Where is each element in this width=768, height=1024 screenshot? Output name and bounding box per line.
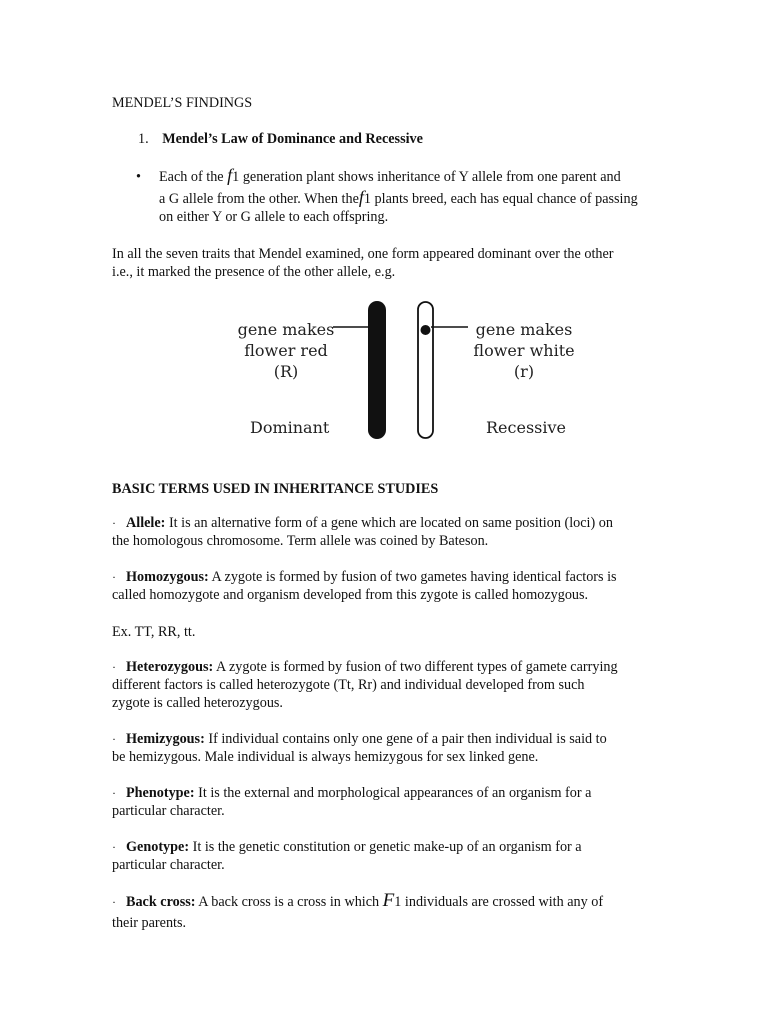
term-text: particular character. <box>112 857 225 873</box>
section-2-heading <box>112 480 438 498</box>
bullet-paragraph <box>159 166 659 226</box>
paragraph-line: In all the seven traits that Mendel examined, one form appeared dominant over the other <box>112 246 614 262</box>
example-line: Ex. TT, RR, tt. <box>112 624 196 640</box>
dominant-chromosome <box>368 301 386 439</box>
term-text: called homozygote and organism developed from this zygote is called homozygous. <box>112 587 589 603</box>
term-text: It is the genetic constitution or genetic make-up of an organism for a <box>192 839 582 855</box>
term-text: If individual contains only one gene of a pair then individual is said to <box>208 731 607 747</box>
term-label: Genotype: <box>126 839 190 855</box>
bullet-line-3: on either Y or G allele to each offspring. <box>159 209 389 225</box>
term-genotype <box>112 838 642 874</box>
subscript: 1 <box>232 169 240 185</box>
bullet-line-1 <box>159 166 659 188</box>
term-text: zygote is called heterozygous. <box>112 695 283 711</box>
term-text: their parents. <box>112 915 187 931</box>
section-heading-text: Mendel’s Law of Dominance and Recessive <box>162 131 423 147</box>
term-label: Homozygous: <box>126 569 209 585</box>
bullet-text: Each of the <box>159 169 224 185</box>
page-title: MENDEL’S FINDINGS <box>112 95 253 111</box>
term-dot: · <box>112 570 116 584</box>
term-text: the homologous chromosome. Term allele was coined by Bateson. <box>112 533 489 549</box>
recessive-caption: Recessive <box>486 418 566 437</box>
subscript: 1 <box>363 191 371 207</box>
section-number: 1. <box>138 131 149 147</box>
bullet-text: a G allele from the other. When the <box>159 191 359 207</box>
recessive-label-line-2: flower white (r) <box>473 341 575 381</box>
term-dot: · <box>112 516 116 530</box>
intro-paragraph <box>112 245 672 281</box>
term-label: Hemizygous: <box>126 731 205 747</box>
term-text: be hemizygous. Male individual is always hemizygous for sex linked gene. <box>112 749 539 765</box>
term-text: A back cross is a cross in which <box>198 894 380 910</box>
subscript: 1 <box>394 894 402 910</box>
recessive-label-line-1: gene makes <box>475 320 573 339</box>
f-symbol: f <box>358 187 364 207</box>
bullet-text: generation plant shows inheritance of Y allele from one parent and <box>242 169 621 185</box>
section-1-heading <box>138 130 423 148</box>
F-symbol: F <box>382 890 395 911</box>
section-2-heading-text: BASIC TERMS USED IN INHERITANCE STUDIES <box>112 481 439 497</box>
term-label: Phenotype: <box>126 785 195 801</box>
term-hemizygous <box>112 730 642 766</box>
term-text: It is the external and morphological appearances of an organism for a <box>198 785 592 801</box>
term-heterozygous <box>112 658 642 712</box>
term-dot: · <box>112 895 116 909</box>
term-label: Heterozygous: <box>126 659 214 675</box>
f-symbol: f <box>227 165 233 185</box>
dominant-caption: Dominant <box>250 418 330 437</box>
term-dot: · <box>112 840 116 854</box>
dominance-diagram <box>200 296 620 446</box>
term-homozygous <box>112 568 642 604</box>
paragraph-line: i.e., it marked the presence of the other allele, e.g. <box>112 264 396 280</box>
term-dot: · <box>112 732 116 746</box>
term-label: Back cross: <box>126 894 196 910</box>
term-dot: · <box>112 660 116 674</box>
term-text: A zygote is formed by fusion of two different types of gamete carrying <box>215 659 618 675</box>
dominant-label-line-1: gene makes <box>237 320 335 339</box>
term-text: particular character. <box>112 803 225 819</box>
term-text: A zygote is formed by fusion of two gametes having identical factors is <box>211 569 617 585</box>
dominant-label-line-2: flower red (R) <box>244 341 328 381</box>
recessive-chromosome <box>418 302 433 438</box>
dominant-label <box>236 319 336 382</box>
term-label: Allele: <box>126 515 166 531</box>
term-allele <box>112 514 642 550</box>
bullet-text: plants breed, each has equal chance of passing <box>374 191 638 207</box>
recessive-gene-dot <box>421 325 431 335</box>
recessive-label <box>464 319 584 382</box>
term-dot: · <box>112 786 116 800</box>
term-text: different factors is called heterozygote (Tt, Rr) and individual developed from such <box>112 677 585 693</box>
term-text: It is an alternative form of a gene which are located on same position (loci) on <box>168 515 613 531</box>
bullet-marker: • <box>136 169 141 185</box>
bullet-line-2 <box>159 188 659 208</box>
term-back-cross <box>112 892 642 932</box>
term-phenotype <box>112 784 642 820</box>
term-text: individuals are crossed with any of <box>404 894 604 910</box>
